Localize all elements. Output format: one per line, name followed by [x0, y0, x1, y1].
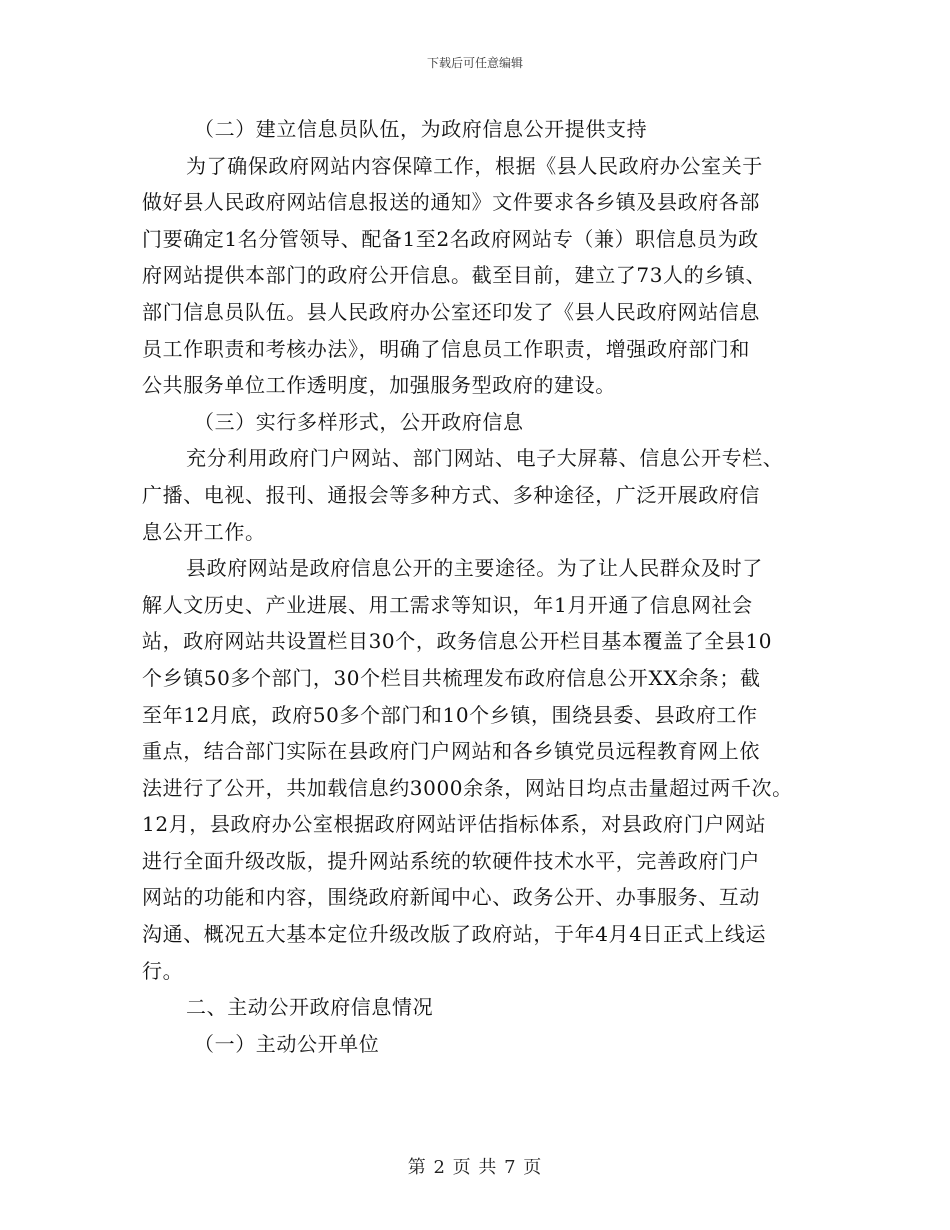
text-line: 网站的功能和内容，围绕政府新闻中心、政务公开、办事服务、互动 [142, 885, 760, 910]
text-line: 行。 [142, 958, 184, 983]
page-header: 下载后可任意编辑 [426, 56, 523, 70]
text-line: 进行全面升级改版，提升网站系统的软硬件技术水平，完善政府门户 [142, 848, 760, 873]
text-line: 为了确保政府网站内容保障工作，根据《县人民政府办公室关于 [186, 153, 763, 178]
text-line: 息公开工作。 [142, 519, 266, 544]
text-line: 至年12月底，政府50多个部门和10个乡镇，围绕县委、县政府工作 [142, 702, 758, 727]
text-line: 做好县人民政府网站信息报送的通知》文件要求各乡镇及县政府各部 [142, 190, 760, 215]
text-line: （一）主动公开单位 [194, 1031, 380, 1056]
text-line: 员工作职责和考核办法》，明确了信息员工作职责，增强政府部门和 [142, 336, 750, 361]
text-line: 县政府网站是政府信息公开的主要途径。为了让人民群众及时了 [186, 556, 763, 581]
text-line: （二）建立信息员队伍，为政府信息公开提供支持 [194, 117, 648, 141]
text-line: 解人文历史、产业进展、用工需求等知识，年1月开通了信息网社会 [142, 592, 753, 617]
text-line: 重点，结合部门实际在县政府门户网站和各乡镇党员远程教育网上依 [142, 739, 760, 764]
text-line: 门要确定1名分管领导、配备1至2名政府网站专（兼）职信息员为政 [142, 226, 759, 251]
text-line: 公共服务单位工作透明度，加强服务型政府的建设。 [142, 373, 616, 398]
text-line: 站，政府网站共设置栏目30个，政务信息公开栏目基本覆盖了全县10 [142, 629, 773, 654]
text-line: 沟通、概况五大基本定位升级改版了政府站，于年4月4日正式上线运 [142, 922, 767, 947]
text-line: （三）实行多样形式，公开政府信息 [194, 409, 524, 434]
text-line: 二、主动公开政府信息情况 [186, 995, 434, 1020]
page-footer: 第 2 页 共 7 页 [407, 1157, 543, 1178]
text-line: 部门信息员队伍。县人民政府办公室还印发了《县人民政府网站信息 [142, 299, 760, 324]
text-line: 个乡镇50多个部门，30个栏目共梳理发布政府信息公开XX余条；截 [142, 665, 761, 690]
text-line: 广播、电视、报刊、通报会等多种方式、多种途径，广泛开展政府信 [142, 482, 760, 507]
text-line: 12月，县政府办公室根据政府网站评估指标体系，对县政府门户网站 [142, 812, 767, 837]
text-line: 法进行了公开，共加载信息约3000余条，网站日均点击量超过两千次。 [142, 775, 793, 800]
text-line: 充分利用政府门户网站、部门网站、电子大屏幕、信息公开专栏、 [186, 446, 784, 471]
text-line: 府网站提供本部门的政府公开信息。截至目前，建立了73人的乡镇、 [142, 263, 767, 288]
document-body [142, 111, 812, 1062]
